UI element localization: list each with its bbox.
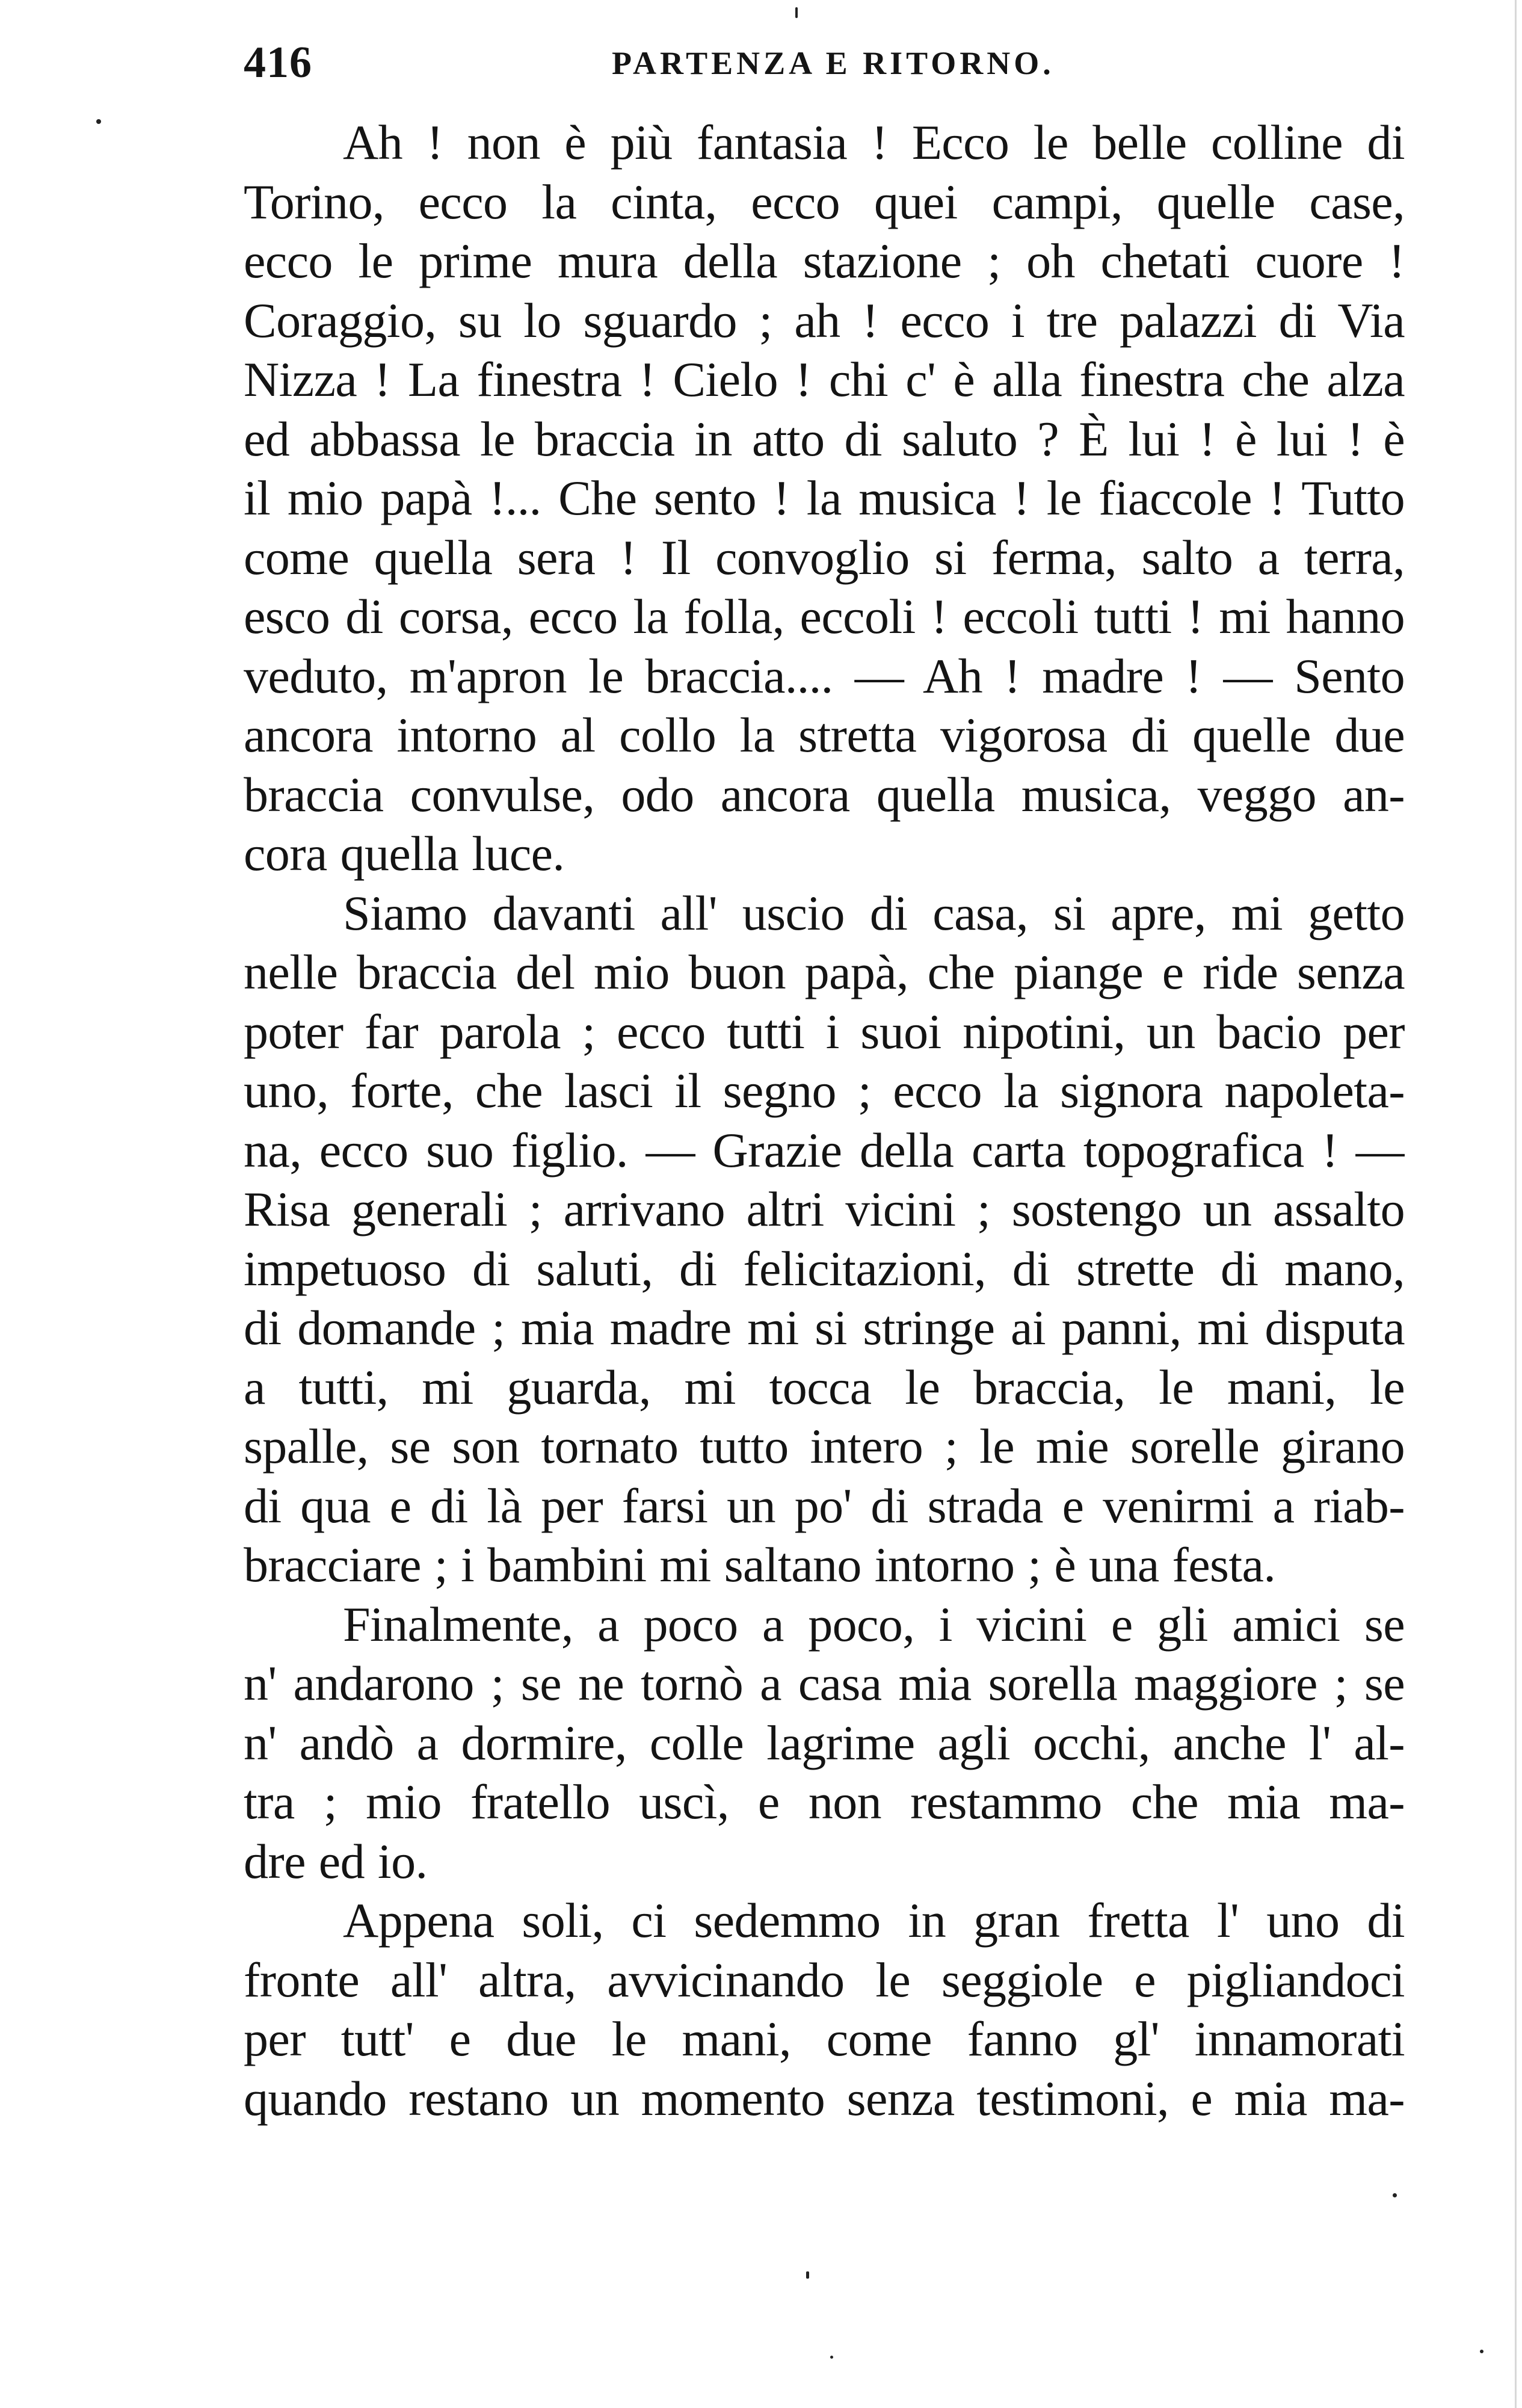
scan-speck (830, 2356, 833, 2359)
text-line: n' andarono ; se ne tornò a casa mia sorella maggiore ; se (244, 1656, 1405, 1711)
text-line: ed abbassa le braccia in atto di saluto ? È lui ! è lui ! è (244, 411, 1405, 466)
text-line: Nizza ! La finestra ! Cielo ! chi c' è alla finestra che alza (244, 352, 1405, 407)
text-line: na, ecco suo figlio. — Grazie della carta topografica ! — (244, 1122, 1405, 1178)
text-line: braccia convulse, odo ancora quella musica, veggo an- (244, 767, 1405, 822)
text-line: impetuoso di saluti, di felicitazioni, di strette di mano, (244, 1241, 1405, 1296)
paragraph (244, 884, 1405, 1595)
scan-speck (1480, 2350, 1483, 2353)
paragraph (244, 1891, 1405, 2128)
text-line: bracciare ; i bambini mi saltano intorno ; è una festa. (244, 1537, 1276, 1592)
scan-speck (96, 119, 101, 124)
text-line: il mio papà !... Che sento ! la musica ! le fiaccole ! Tutto (244, 471, 1405, 525)
text-line: di qua e di là per farsi un po' di strada e venirmi a riab- (244, 1478, 1405, 1533)
text-line: come quella sera ! Il convoglio si ferma, salto a terra, (244, 529, 1405, 585)
body-text (244, 113, 1405, 2128)
text-line: di domande ; mia madre mi si stringe ai panni, mi disputa (244, 1300, 1405, 1355)
running-title: PARTENZA E RITORNO. (612, 45, 1055, 81)
text-line: dre ed io. (244, 1833, 428, 1889)
paragraph (244, 113, 1405, 884)
scan-speck (795, 7, 798, 18)
scan-speck (1393, 2193, 1397, 2197)
text-line: uno, forte, che lasci il segno ; ecco la signora napoleta- (244, 1063, 1405, 1118)
text-line: cora quella luce. (244, 826, 565, 881)
text-line: veduto, m'apron le braccia.... — Ah ! madre ! — Sento (244, 648, 1405, 703)
text-line: Ah ! non è più fantasia ! Ecco le belle colline di (343, 115, 1405, 170)
text-line: tra ; mio fratello uscì, e non restammo che mia ma- (244, 1774, 1405, 1829)
page-edge-shadow (1515, 0, 1517, 2408)
scan-speck (806, 2271, 809, 2279)
text-line: a tutti, mi guarda, mi tocca le braccia, le mani, le (244, 1359, 1405, 1415)
text-line: quando restano un momento senza testimoni, e mia ma- (244, 2070, 1405, 2126)
paragraph (244, 1595, 1405, 1892)
text-line: Torino, ecco la cinta, ecco quei campi, quelle case, (244, 174, 1405, 229)
text-line: nelle braccia del mio buon papà, che piange e ride senza (244, 945, 1405, 999)
text-line: esco di corsa, ecco la folla, eccoli ! eccoli tutti ! mi hanno (244, 589, 1405, 644)
text-line: Appena soli, ci sedemmo in gran fretta l' uno di (343, 1893, 1405, 1948)
text-line: fronte all' altra, avvicinando le seggiole e pigliandoci (244, 1952, 1405, 2007)
text-line: spalle, se son tornato tutto intero ; le mie sorelle girano (244, 1419, 1405, 1474)
text-line: n' andò a dormire, colle lagrime agli occhi, anche l' al- (244, 1715, 1405, 1770)
text-line: ecco le prime mura della stazione ; oh chetati cuore ! (244, 233, 1405, 288)
page-number: 416 (244, 38, 312, 87)
page-header (244, 37, 1417, 103)
text-line: per tutt' e due le mani, come fanno gl' innamorati (244, 2011, 1405, 2066)
text-line: Risa generali ; arrivano altri vicini ; sostengo un assalto (244, 1182, 1405, 1236)
text-line: ancora intorno al collo la stretta vigorosa di quelle due (244, 708, 1405, 762)
text-line: Finalmente, a poco a poco, i vicini e gli amici se (343, 1596, 1405, 1652)
text-line: Siamo davanti all' uscio di casa, si apre, mi getto (343, 885, 1405, 940)
text-line: poter far parola ; ecco tutti i suoi nipotini, un bacio per (244, 1004, 1405, 1059)
text-line: Coraggio, su lo sguardo ; ah ! ecco i tre palazzi di Via (244, 292, 1405, 348)
